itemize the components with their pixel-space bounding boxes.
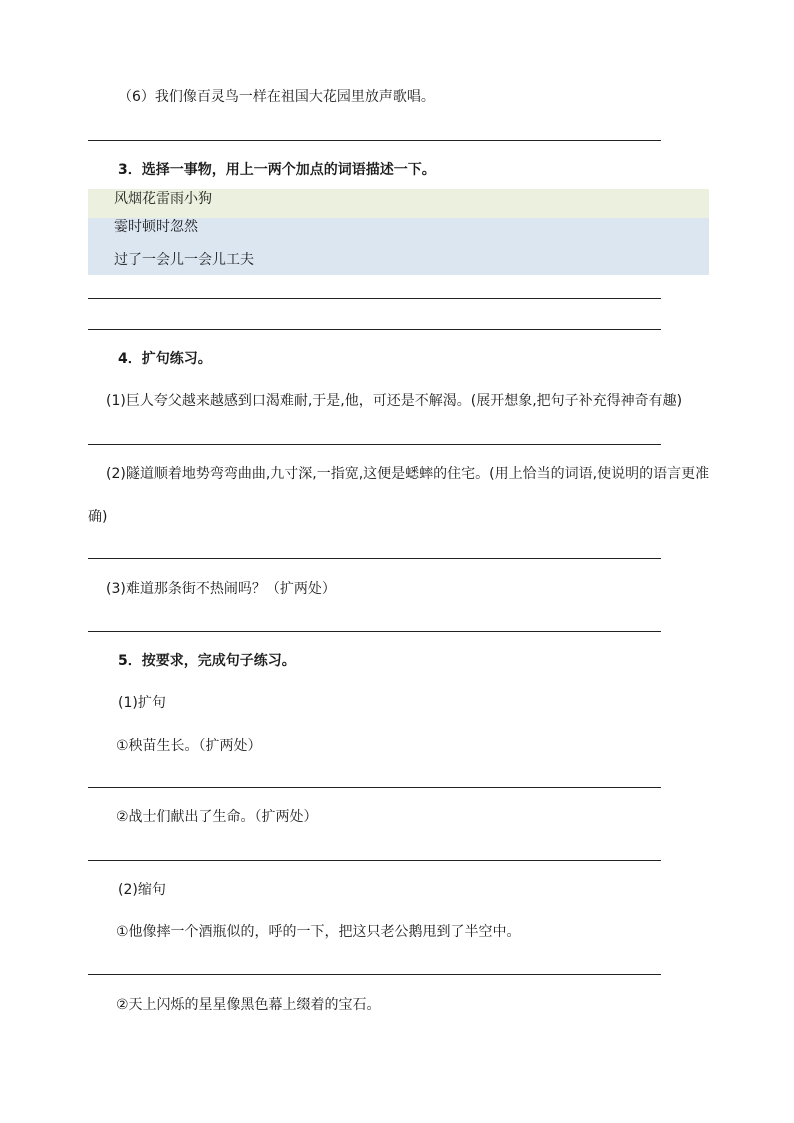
question-4-1: (1)巨人夸父越来越感到口渴难耐,于是,他，可还是不解渴。(展开想象,把句子补充得神奇有趣) xyxy=(106,393,683,409)
exercise-2-2: ②天上闪烁的星星像黑色幕上缀着的宝石。 xyxy=(116,997,381,1013)
word-group-3: 过了一会儿一会儿工夫 xyxy=(114,252,254,268)
section-3-title: 3．选择一事物，用上一两个加点的词语描述一下。 xyxy=(118,162,436,178)
subsection-1-label: (1)扩句 xyxy=(118,695,166,711)
section-4-title: 4．扩句练习。 xyxy=(118,351,212,367)
exercise-1-1: ①秧苗生长。（扩两处） xyxy=(116,738,262,754)
answer-line xyxy=(88,444,661,445)
subsection-2-label: (2)缩句 xyxy=(118,882,166,898)
answer-line xyxy=(88,558,661,559)
answer-line xyxy=(88,298,661,299)
question-4-3: (3)难道那条街不热闹吗？（扩两处） xyxy=(106,581,336,597)
word-band-1 xyxy=(88,189,709,218)
question-4-2-continued: 确) xyxy=(88,509,108,525)
answer-line xyxy=(88,140,661,141)
answer-line xyxy=(88,974,661,975)
word-group-2: 霎时顿时忽然 xyxy=(114,219,198,235)
word-band-2 xyxy=(88,218,709,275)
answer-line xyxy=(88,631,661,632)
question-6: （6）我们像百灵鸟一样在祖国大花园里放声歌唱。 xyxy=(118,89,435,105)
question-4-2: (2)隧道顺着地势弯弯曲曲,九寸深,一指宽,这便是蟋蟀的住宅。(用上恰当的词语,使说明的语言更准 xyxy=(106,466,710,482)
exercise-1-2: ②战士们献出了生命。（扩两处） xyxy=(116,809,318,825)
answer-line xyxy=(88,787,661,788)
section-5-title: 5．按要求，完成句子练习。 xyxy=(118,653,296,669)
answer-line xyxy=(88,860,661,861)
exercise-2-1: ①他像摔一个酒瓶似的，呼的一下，把这只老公鹅甩到了半空中。 xyxy=(116,924,521,940)
answer-line xyxy=(88,329,661,330)
word-group-1: 风烟花雷雨小狗 xyxy=(114,191,212,207)
